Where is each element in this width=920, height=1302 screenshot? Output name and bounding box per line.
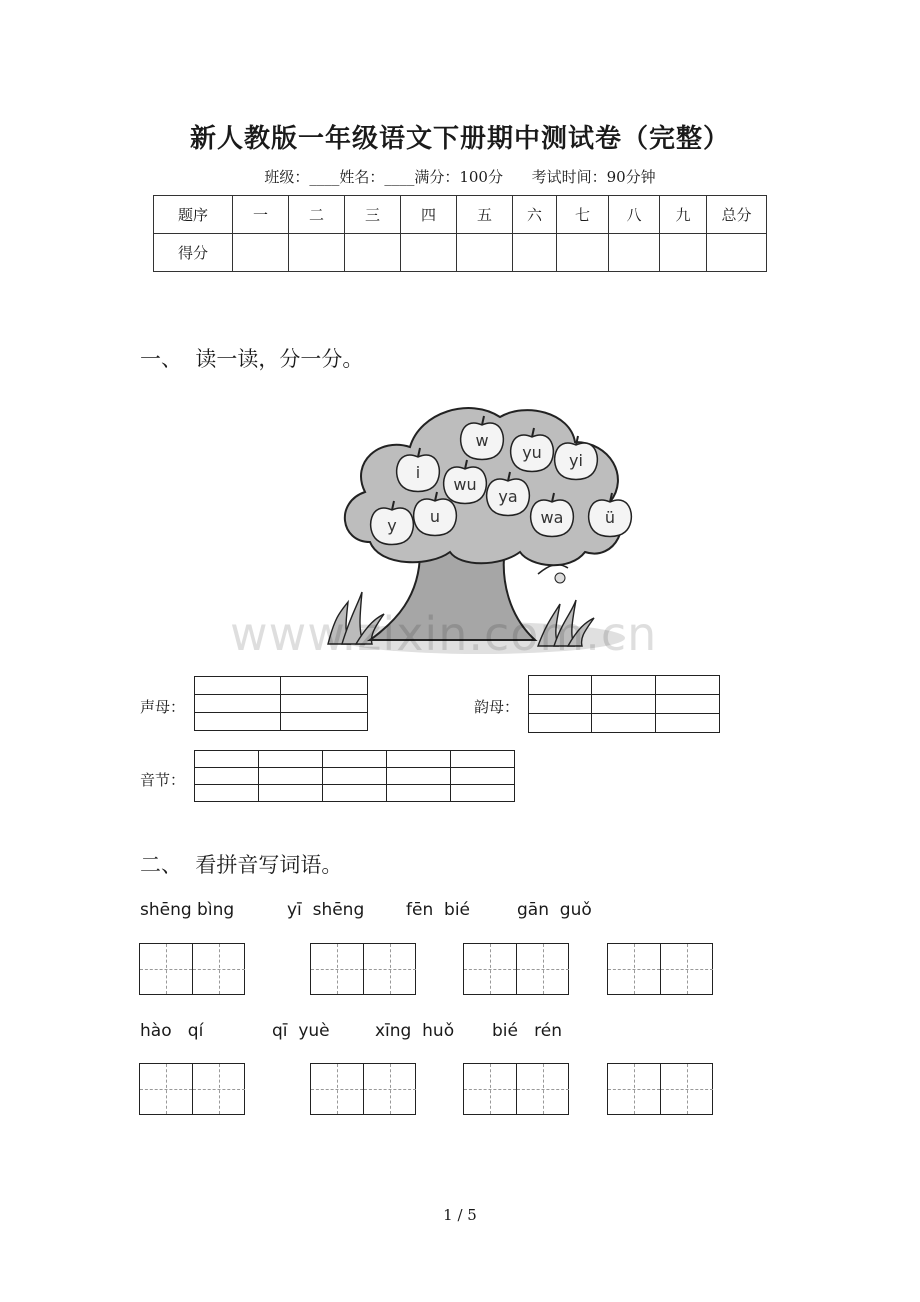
yunmu-cell[interactable]: [656, 676, 720, 695]
score-cell[interactable]: [345, 234, 401, 272]
yinjie-cell[interactable]: [451, 768, 515, 785]
writing-box[interactable]: [607, 1063, 713, 1115]
writing-box[interactable]: [607, 943, 713, 995]
shengmu-cell[interactable]: [195, 695, 281, 713]
score-cell[interactable]: [401, 234, 457, 272]
page-number: 1 / 5: [443, 1206, 477, 1224]
score-col-8: 八: [609, 196, 660, 234]
yinjie-cell[interactable]: [259, 768, 323, 785]
yinjie-cell[interactable]: [387, 751, 451, 768]
score-col-7: 七: [557, 196, 609, 234]
writing-cell[interactable]: [464, 1064, 516, 1114]
writing-cell[interactable]: [464, 944, 516, 994]
score-col-9: 九: [660, 196, 707, 234]
yinjie-cell[interactable]: [259, 785, 323, 802]
writing-cell[interactable]: [516, 944, 569, 994]
yunmu-cell[interactable]: [592, 676, 656, 695]
yunmu-cell[interactable]: [529, 714, 592, 733]
shengmu-cell[interactable]: [281, 695, 368, 713]
section-1-title: 一、 读一读，分一分。: [140, 347, 364, 371]
apple-label: u: [429, 507, 441, 526]
yinjie-cell[interactable]: [387, 785, 451, 802]
yinjie-cell[interactable]: [451, 785, 515, 802]
score-table-score-row: [154, 234, 767, 272]
yinjie-cell[interactable]: [195, 768, 259, 785]
score-header-label: 题序: [154, 196, 233, 234]
watermark: www.zixin.com.cn: [230, 607, 658, 661]
student-info-line: 班级：____姓名：____满分：100分 考试时间：90分钟: [264, 168, 656, 186]
yinjie-cell[interactable]: [195, 785, 259, 802]
score-cell[interactable]: [457, 234, 513, 272]
yunmu-cell[interactable]: [592, 714, 656, 733]
apple-label: wu: [453, 475, 477, 494]
pinyin-label: yī shēng: [287, 900, 365, 920]
score-col-2: 二: [289, 196, 345, 234]
score-table: [153, 195, 767, 272]
score-cell[interactable]: [513, 234, 557, 272]
writing-box[interactable]: [463, 943, 569, 995]
label-yunmu: 韵母：: [474, 698, 520, 716]
writing-cell[interactable]: [608, 1064, 660, 1114]
section-2-title: 二、 看拼音写词语。: [140, 853, 343, 877]
writing-cell[interactable]: [192, 944, 245, 994]
yinjie-cell[interactable]: [195, 751, 259, 768]
pinyin-label: fēn bié: [406, 900, 470, 920]
shengmu-grid: [194, 676, 368, 731]
writing-cell[interactable]: [660, 944, 713, 994]
pinyin-label: shēng bìng: [140, 900, 235, 920]
apple-label: w: [475, 431, 489, 450]
shengmu-cell[interactable]: [281, 677, 368, 695]
yunmu-cell[interactable]: [529, 695, 592, 714]
score-cell[interactable]: [289, 234, 345, 272]
score-cell[interactable]: [660, 234, 707, 272]
writing-cell[interactable]: [660, 1064, 713, 1114]
writing-cell[interactable]: [140, 1064, 192, 1114]
writing-cell[interactable]: [608, 944, 660, 994]
score-cell[interactable]: [609, 234, 660, 272]
writing-box[interactable]: [463, 1063, 569, 1115]
yinjie-cell[interactable]: [451, 751, 515, 768]
shengmu-cell[interactable]: [195, 713, 281, 731]
writing-cell[interactable]: [363, 1064, 416, 1114]
shengmu-cell[interactable]: [195, 677, 281, 695]
apple-label: yi: [569, 451, 583, 470]
apple-label: yu: [522, 443, 542, 462]
writing-box[interactable]: [139, 1063, 245, 1115]
yinjie-cell[interactable]: [387, 768, 451, 785]
score-cell[interactable]: [707, 234, 767, 272]
apple-label: ya: [498, 487, 518, 506]
yinjie-grid: [194, 750, 515, 802]
apple-label: y: [387, 516, 397, 535]
yinjie-cell[interactable]: [259, 751, 323, 768]
writing-cell[interactable]: [363, 944, 416, 994]
score-col-total: 总分: [707, 196, 767, 234]
score-cell[interactable]: [233, 234, 289, 272]
apple-label: ü: [604, 508, 616, 527]
writing-cell[interactable]: [192, 1064, 245, 1114]
yunmu-cell[interactable]: [529, 676, 592, 695]
yunmu-cell[interactable]: [656, 695, 720, 714]
page-title: 新人教版一年级语文下册期中测试卷（完整）: [189, 124, 730, 154]
yinjie-cell[interactable]: [323, 785, 387, 802]
writing-cell[interactable]: [311, 944, 363, 994]
score-cell[interactable]: [557, 234, 609, 272]
writing-cell[interactable]: [516, 1064, 569, 1114]
score-col-1: 一: [233, 196, 289, 234]
pinyin-label: hào qí: [140, 1021, 204, 1041]
score-col-3: 三: [345, 196, 401, 234]
score-table-header-row: [154, 196, 767, 234]
writing-cell[interactable]: [311, 1064, 363, 1114]
score-col-4: 四: [401, 196, 457, 234]
pinyin-label: qī yuè: [272, 1021, 330, 1041]
shengmu-cell[interactable]: [281, 713, 368, 731]
writing-box[interactable]: [139, 943, 245, 995]
yunmu-cell[interactable]: [656, 714, 720, 733]
score-col-5: 五: [457, 196, 513, 234]
pinyin-label: bié rén: [492, 1021, 563, 1041]
score-row-label: 得分: [154, 234, 233, 272]
label-yinjie: 音节：: [140, 771, 186, 789]
yunmu-cell[interactable]: [592, 695, 656, 714]
apple-label: i: [415, 463, 421, 482]
pinyin-label: xīng huǒ: [375, 1021, 455, 1041]
label-shengmu: 声母：: [140, 698, 186, 716]
writing-box[interactable]: [310, 1063, 416, 1115]
yinjie-cell[interactable]: [323, 751, 387, 768]
yinjie-cell[interactable]: [323, 768, 387, 785]
apple-label: wa: [540, 508, 564, 527]
yunmu-grid: [528, 675, 720, 733]
writing-cell[interactable]: [140, 944, 192, 994]
pinyin-label: gān guǒ: [517, 900, 592, 920]
score-col-6: 六: [513, 196, 557, 234]
writing-box[interactable]: [310, 943, 416, 995]
